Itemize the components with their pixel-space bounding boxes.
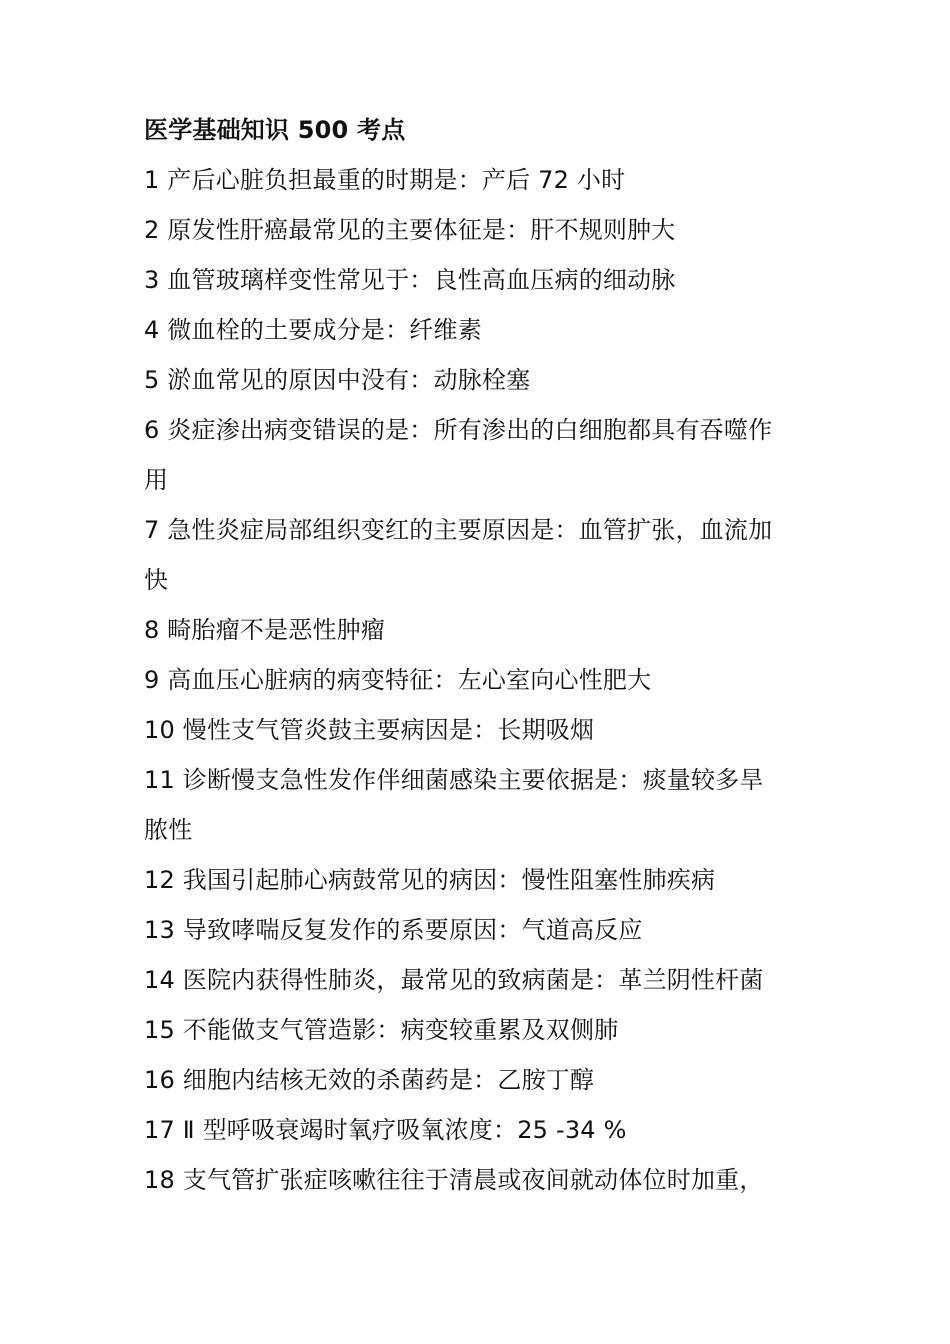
text-line: 8 畸胎瘤不是恶性肿瘤 [144, 616, 386, 644]
text-line: 15 不能做支气管造影：病变较重累及双侧肺 [144, 1016, 619, 1044]
text-line: 脓性 [144, 816, 193, 844]
document-title: 医学基础知识 500 考点 [144, 116, 406, 144]
text-line: 17 Ⅱ 型呼吸衰竭时氧疗吸氧浓度：25 -34 % [144, 1116, 627, 1144]
text-line: 3 血管玻璃样变性常见于：良性高血压病的细动脉 [144, 266, 676, 294]
document-body [144, 105, 824, 1205]
text-line: 10 慢性支气管炎鼓主要病因是：长期吸烟 [144, 716, 595, 744]
text-line: 9 高血压心脏病的病变特征：左心室向心性肥大 [144, 666, 652, 694]
text-line: 16 细胞内结核无效的杀菌药是：乙胺丁醇 [144, 1066, 595, 1094]
text-line: 1 产后心脏负担最重的时期是：产后 72 小时 [144, 166, 626, 194]
text-line: 2 原发性肝癌最常见的主要体征是：肝不规则肿大 [144, 216, 676, 244]
text-line: 18 支气管扩张症咳嗽往往于清晨或夜间就动体位时加重， [144, 1166, 764, 1194]
text-line: 4 微血栓的土要成分是：纤维素 [144, 316, 482, 344]
text-line: 快 [144, 566, 169, 594]
text-line: 13 导致哮喘反复发作的系要原因：气道高反应 [144, 916, 643, 944]
text-line: 14 医院内获得性肺炎，最常见的致病菌是：革兰阴性杆菌 [144, 966, 764, 994]
text-line: 6 炎症渗出病变错误的是：所有渗出的白细胞都具有吞噬作 [144, 416, 773, 444]
text-line: 5 淤血常见的原因中没有：动脉栓塞 [144, 366, 531, 394]
text-line: 12 我国引起肺心病鼓常见的病因：慢性阻塞性肺疾病 [144, 866, 716, 894]
text-line: 7 急性炎症局部组织变红的主要原因是：血管扩张，血流加 [144, 516, 773, 544]
text-line: 11 诊断慢支急性发作伴细菌感染主要依据是：痰量较多旱 [144, 766, 764, 794]
text-line: 用 [144, 466, 169, 494]
